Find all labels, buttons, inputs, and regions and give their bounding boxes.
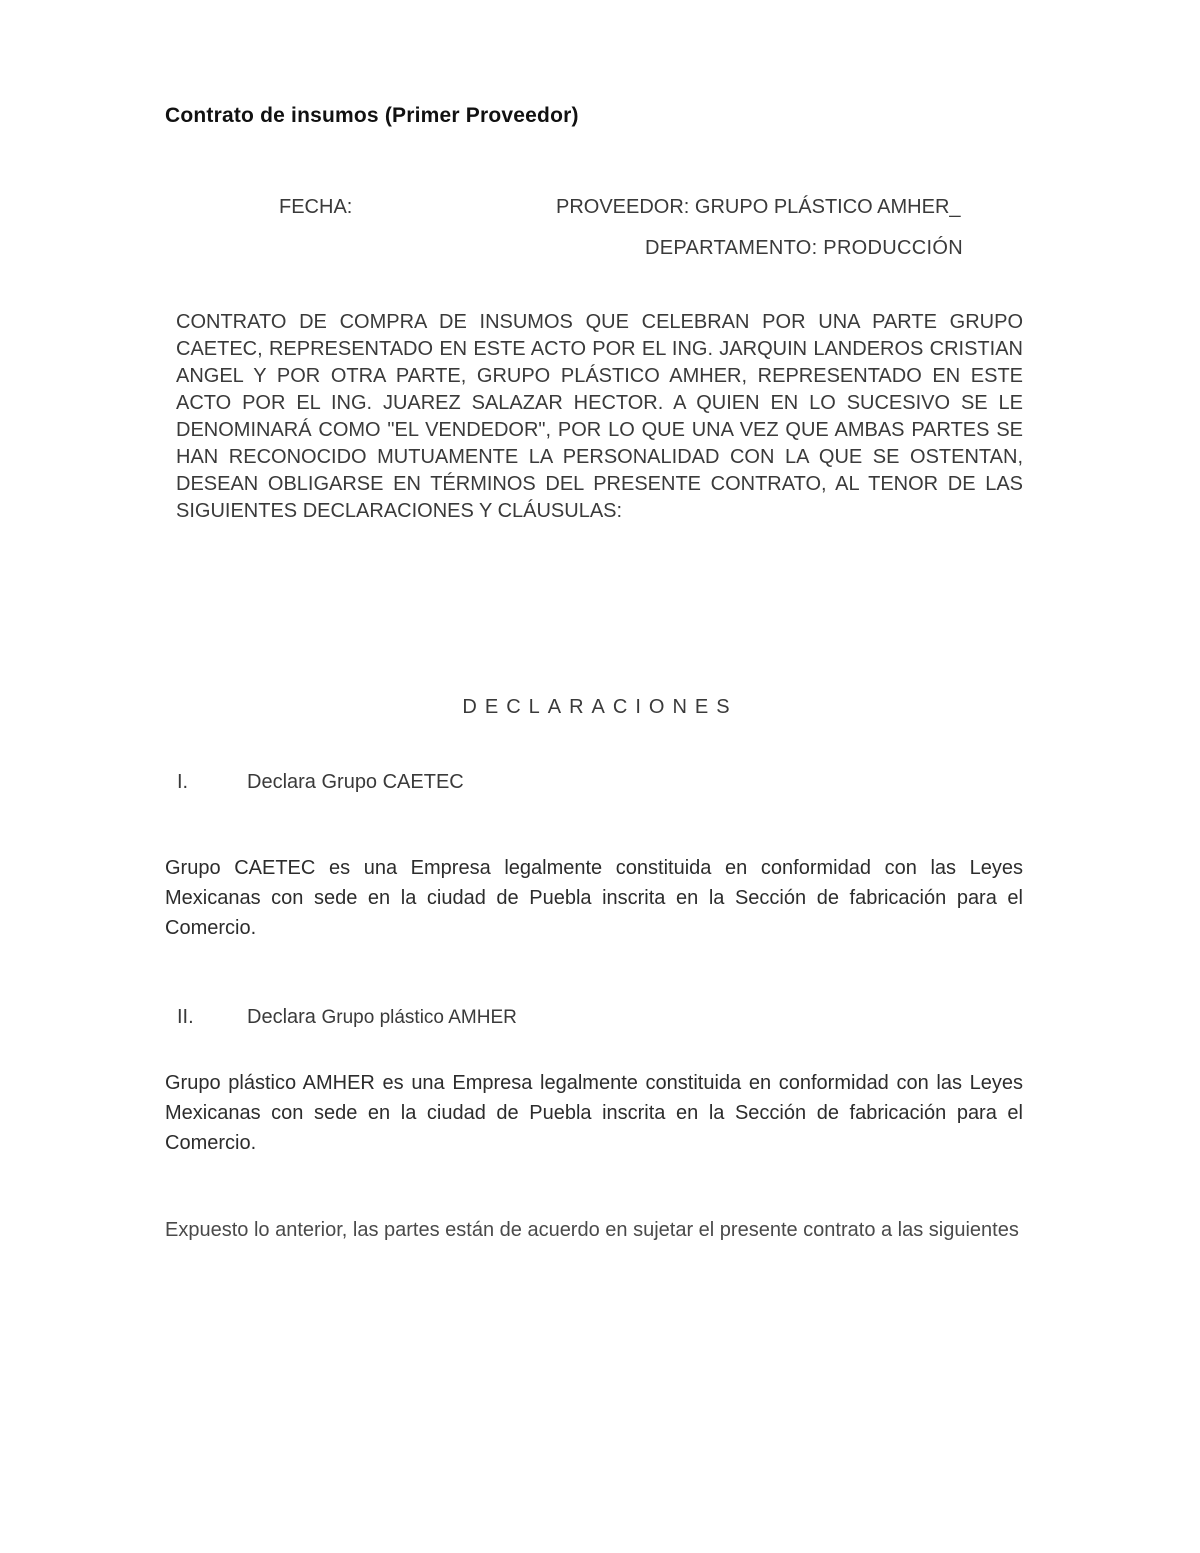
document-title: Contrato de insumos (Primer Proveedor): [165, 104, 579, 127]
declaration-heading-2: [177, 1006, 677, 1032]
fecha-label: FECHA:: [279, 196, 353, 218]
declaration-body-1: Grupo CAETEC es una Empresa legalmente constituida en conformidad con las Leyes Mexicanas con sede en la ciudad de Puebla inscrita en la Sección de fabricación para el Comercio.: [165, 857, 1023, 939]
departamento-line: DEPARTAMENTO: PRODUCCIÓN: [645, 237, 963, 259]
closing-paragraph: Expuesto lo anterior, las partes están de acuerdo en sujetar el presente contrato a las siguientes: [165, 1219, 1019, 1241]
declaration-body-2: Grupo plástico AMHER es una Empresa legalmente constituida en conformidad con las Leyes Mexicanas con sede en la ciudad de Puebla inscrita en la Sección de fabricación para el Comercio.: [165, 1072, 1023, 1154]
proveedor-line: PROVEEDOR: GRUPO PLÁSTICO AMHER_: [556, 196, 961, 218]
intro-paragraph: CONTRATO DE COMPRA DE INSUMOS QUE CELEBRAN POR UNA PARTE GRUPO CAETEC, REPRESENTADO EN ESTE ACTO POR EL ING. JARQUIN LANDEROS CRISTIAN ANGEL Y POR OTRA PARTE, GRUPO PLÁSTICO AMHER, REPRESENTADO EN ESTE ACTO POR EL ING. JUAREZ SALAZAR HECTOR. A QUIEN EN LO SUCESIVO SE LE DENOMINARÁ COMO "EL VENDEDOR", POR LO QUE UNA VEZ QUE AMBAS PARTES SE HAN RECONOCIDO MUTUAMENTE LA PERSONALIDAD CON LA QUE SE OSTENTAN, DESEAN OBLIGARSE EN TÉRMINOS DEL PRESENTE CONTRATO, AL TENOR DE LAS SIGUIENTES DECLARACIONES Y CLÁUSULAS:: [176, 311, 1023, 522]
declaraciones-heading: DECLARACIONES: [462, 696, 738, 718]
declaration-label-suffix: Grupo plástico AMHER: [321, 1007, 517, 1028]
declaration-label-prefix: Declara: [247, 1006, 322, 1028]
declaration-label-prefix: Declara Grupo CAETEC: [247, 771, 464, 793]
declaration-numeral: II.: [177, 1006, 194, 1028]
declaration-numeral: I.: [177, 771, 189, 793]
declaration-heading-1: [177, 771, 677, 797]
declaration-label: [247, 771, 464, 794]
declaration-label: [247, 1006, 517, 1029]
